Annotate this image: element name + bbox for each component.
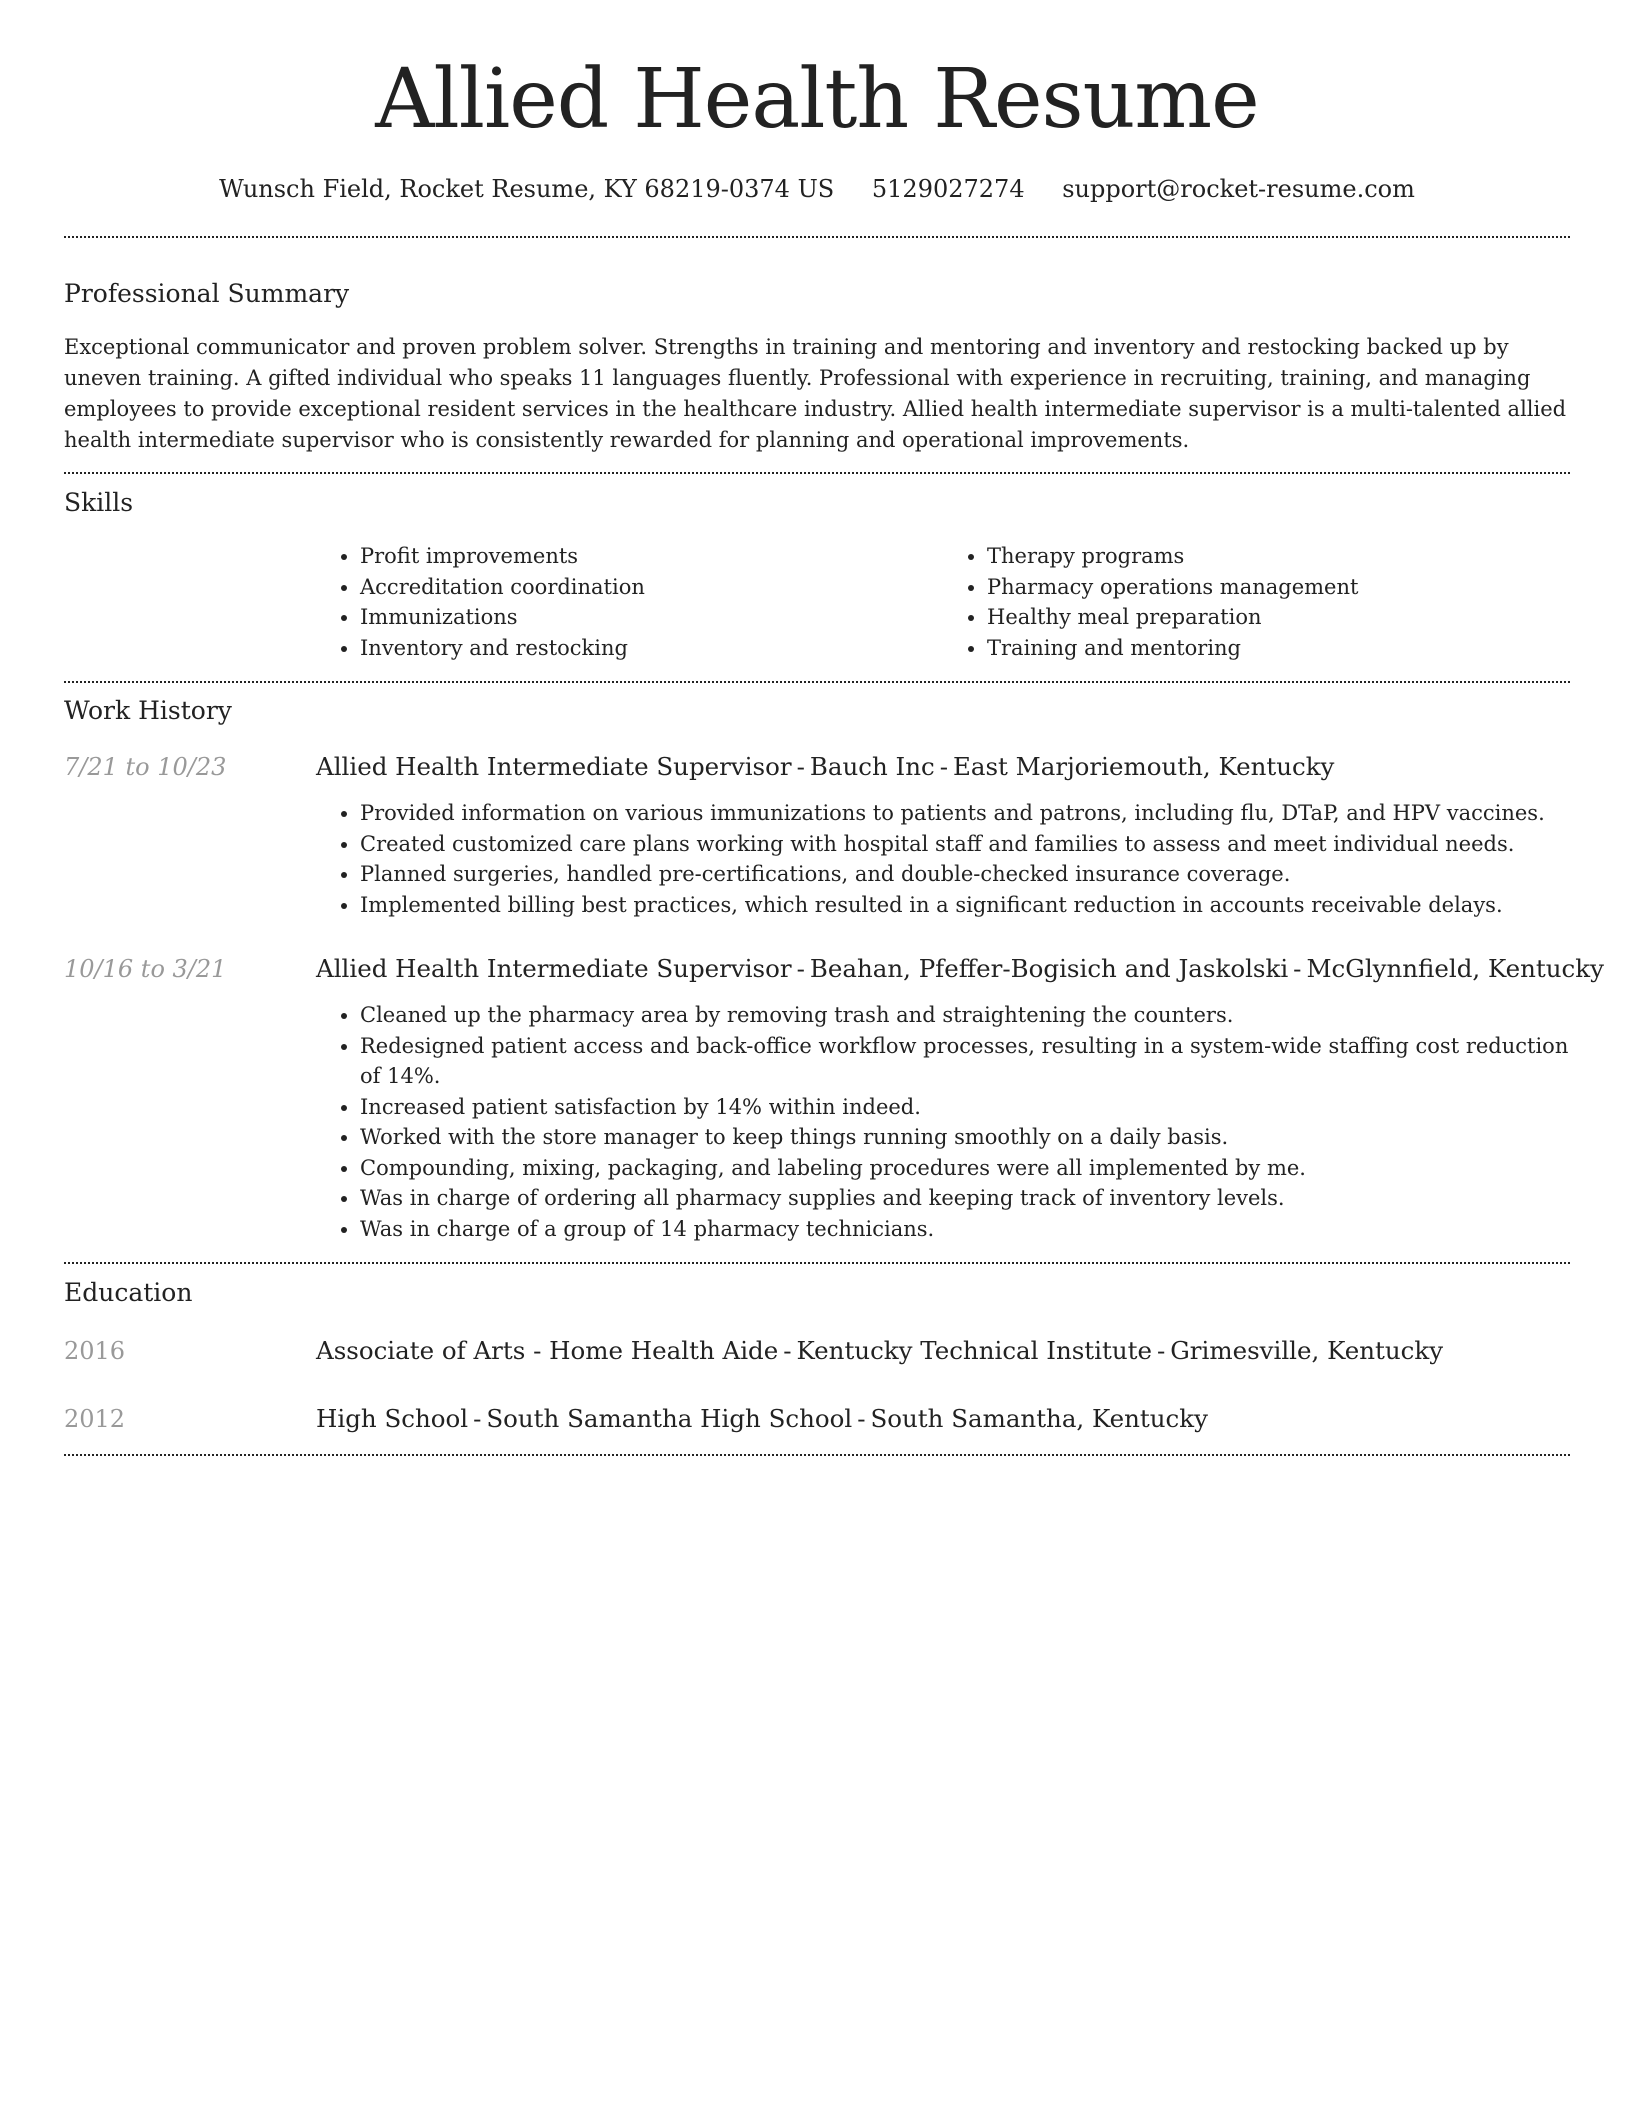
divider <box>64 1262 1570 1264</box>
skills-column-right <box>943 541 1570 663</box>
education-year: 2012 <box>64 1405 126 1433</box>
skill-item: • Profit improvements <box>360 541 943 572</box>
job-bullet: • Increased patient satisfaction by 14% within indeed. <box>360 1092 1570 1123</box>
job-heading: Allied Health Intermediate Supervisor - Beahan, Pfeffer-Bogisich and Jaskolski - McGlynnfield, Kentucky <box>316 954 1604 983</box>
job-bullet: • Planned surgeries, handled pre-certifications, and double-checked insurance coverage. <box>360 859 1570 890</box>
skill-item: • Healthy meal preparation <box>987 602 1570 633</box>
job-bullet: • Implemented billing best practices, which resulted in a significant reduction in accounts receivable delays. <box>360 890 1570 921</box>
job-dates: 10/16 to 3/21 <box>64 955 227 983</box>
job-bullet: • Created customized care plans working with hospital staff and families to assess and meet individual needs. <box>360 829 1570 860</box>
skill-item: • Inventory and restocking <box>360 633 943 664</box>
education-school: South Samantha High School <box>486 1404 853 1433</box>
work-section <box>64 694 1604 1244</box>
job-role: Allied Health Intermediate Supervisor <box>316 954 792 983</box>
education-section <box>64 1276 1570 1436</box>
section-title: Skills <box>64 488 134 517</box>
divider <box>64 472 1570 474</box>
skill-item: • Accreditation coordination <box>360 572 943 603</box>
divider <box>64 1454 1570 1456</box>
skill-item: • Therapy programs <box>987 541 1570 572</box>
job-bullets <box>316 1000 1570 1244</box>
job-bullets <box>316 798 1570 920</box>
divider <box>64 681 1570 683</box>
skill-item: • Training and mentoring <box>987 633 1570 664</box>
job-bullet: • Redesigned patient access and back-office workflow processes, resulting in a system-wide staffing cost reduction of 14%. <box>360 1031 1570 1092</box>
education-entry <box>64 1402 1570 1436</box>
divider <box>64 236 1570 238</box>
job-bullet: • Compounding, mixing, packaging, and labeling procedures were all implemented by me. <box>360 1153 1570 1184</box>
job-location: East Marjoriemouth, Kentucky <box>952 752 1335 781</box>
section-title: Work History <box>64 696 232 725</box>
education-school: Kentucky Technical Institute <box>796 1336 1152 1365</box>
section-title: Education <box>64 1278 193 1307</box>
summary-section <box>64 277 1570 456</box>
skill-item: • Immunizations <box>360 602 943 633</box>
skill-item: • Pharmacy operations management <box>987 572 1570 603</box>
job-company: Beahan, Pfeffer-Bogisich and Jaskolski <box>809 954 1289 983</box>
contact-email[interactable]: support@rocket-resume.com <box>1062 175 1415 203</box>
education-year: 2016 <box>64 1337 126 1365</box>
job-bullet: • Was in charge of a group of 14 pharmacy technicians. <box>360 1214 1570 1245</box>
education-location: South Samantha, Kentucky <box>870 1404 1208 1433</box>
job-location: McGlynnfield, Kentucky <box>1306 954 1604 983</box>
job-bullet: • Provided information on various immunizations to patients and patrons, including flu, DTaP, and HPV vaccines. <box>360 798 1570 829</box>
job-company: Bauch Inc <box>809 752 935 781</box>
education-degree: High School <box>316 1404 469 1433</box>
job-entry <box>64 952 1604 986</box>
education-degree: Associate of Arts - Home Health Aide <box>316 1336 779 1365</box>
education-heading: High School - South Samantha High School - South Samantha, Kentucky <box>316 1404 1208 1433</box>
skills-section <box>64 486 1570 663</box>
section-title: Professional Summary <box>64 279 350 308</box>
job-bullet: • Cleaned up the pharmacy area by removing trash and straightening the counters. <box>360 1000 1570 1031</box>
contact-phone: 5129027274 <box>871 175 1025 203</box>
job-bullet: • Was in charge of ordering all pharmacy supplies and keeping track of inventory levels. <box>360 1183 1570 1214</box>
job-dates: 7/21 to 10/23 <box>64 753 227 781</box>
resume-page <box>64 0 1604 1456</box>
education-location: Grimesville, Kentucky <box>1170 1336 1444 1365</box>
contact-address: Wunsch Field, Rocket Resume, KY 68219-0374 US <box>219 175 835 203</box>
contact-line <box>64 172 1570 206</box>
skills-list <box>316 541 1570 663</box>
job-heading: Allied Health Intermediate Supervisor - Bauch Inc - East Marjoriemouth, Kentucky <box>316 752 1335 781</box>
job-bullet: • Worked with the store manager to keep things running smoothly on a daily basis. <box>360 1122 1570 1153</box>
education-entry <box>64 1334 1570 1368</box>
job-role: Allied Health Intermediate Supervisor <box>316 752 792 781</box>
skills-column-left <box>316 541 943 663</box>
resume-title: Allied Health Resume <box>375 52 1259 147</box>
job-entry <box>64 750 1570 784</box>
education-heading: Associate of Arts - Home Health Aide - Kentucky Technical Institute - Grimesville, Kentucky <box>316 1336 1444 1365</box>
summary-text: Exceptional communicator and proven problem solver. Strengths in training and mentoring and inventory and restocking backed up by uneven training. A gifted individual who speaks 11 languages fluently. Professional with experience in recruiting, training, and managing employees to provide exceptional resident services in the healthcare industry. Allied health intermediate supervisor is a multi-talented allied health intermediate supervisor who is consistently rewarded for planning and operational improvements. <box>64 335 1567 452</box>
